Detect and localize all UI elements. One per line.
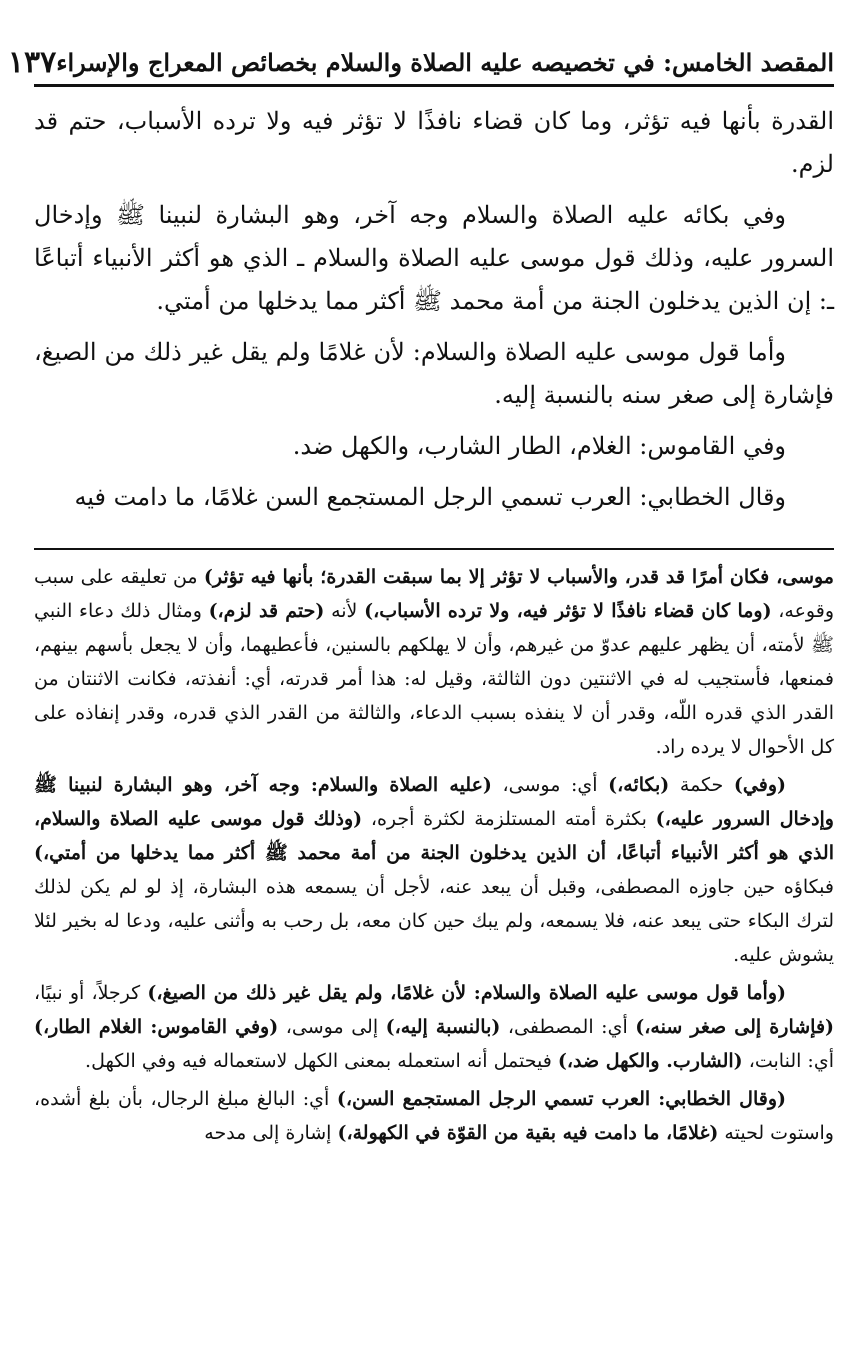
quoted-text: (فإشارة إلى صغر سنه،) <box>635 1016 835 1038</box>
commentary-paragraph <box>34 976 834 1078</box>
commentary-paragraph <box>34 1082 834 1150</box>
page-number: ١٣٧ <box>7 44 57 80</box>
chapter-title: المقصد الخامس: في تخصيصه عليه الصلاة والسلام بخصائص المعراج والإسراء <box>56 47 834 77</box>
main-text <box>34 100 834 527</box>
commentary-text-span: أي: النابت، <box>742 1050 834 1072</box>
main-paragraph: وفي القاموس: الغلام، الطار الشارب، والكهل ضد. <box>292 432 786 460</box>
running-header <box>7 40 834 87</box>
text-divider <box>34 548 834 550</box>
commentary-text-span: فبكاؤه حين جاوزه المصطفى، وقبل أن يبعد عنه، لأجل أن يسمعه هذه البشارة، إذ لو لم يكن لذلك لترك البكاء حتى يبعد عنه، فلا يسمعه، ولم يبك حين كان معه، بل رحب به وأثنى عليه، ودعا له بخير لئلا يشوش عليه. <box>34 876 834 966</box>
quoted-text: (غلامًا، ما دامت فيه بقية من القوّة في الكهولة،) <box>337 1122 719 1144</box>
commentary-paragraph <box>34 560 834 764</box>
quoted-text: (بكائه،) <box>608 774 670 796</box>
commentary-text-span: فيحتمل أنه استعمله بمعنى الكهل لاستعماله فيه وفي الكهل. <box>85 1050 558 1072</box>
commentary-text-span: أي: موسى، <box>491 774 609 796</box>
quoted-text: (وما كان قضاء نافذًا لا تؤثر فيه، ولا ترده الأسباب،) <box>364 600 772 622</box>
commentary-text-span: ومثال ذلك دعاء النبي ﷺ لأمته، أن يظهر عليهم عدوّ من غيرهم، وأن لا يهلكهم بالسنين، فأعطيهما، وأن لا يجعل بأسهم بينهم، فمنعها، فأستجيب له في الاثنتين دون الثالثة، وقيل له: هذا أمر قدرته، أي: أنفذته، فكانت الاثنتان من القدر الذي قدره اللّه، وقدر أن لا ينفذه بسبب الدعاء، والثالثة من القدر الذي قدره، وقدر إنفاذه على كل الأحوال لا يرده راد. <box>34 600 834 758</box>
quoted-text: (وقال الخطابي: العرب تسمي الرجل المستجمع السن،) <box>336 1088 786 1110</box>
commentary-text-span: من تعليقه على سبب وقوعه، <box>34 566 835 622</box>
commentary-text <box>34 560 834 1154</box>
quoted-text: (وأما قول موسى عليه الصلاة والسلام: لأن غلامًا، ولم يقل غير ذلك من الصيغ،) <box>147 982 786 1004</box>
commentary-text-span: كرجلاً، أو نبيًا، <box>34 982 148 1004</box>
main-paragraph: وأما قول موسى عليه الصلاة والسلام: لأن غلامًا ولم يقل غير ذلك من الصيغ، فإشارة إلى صغر سنه بالنسبة إليه. <box>34 338 834 409</box>
quoted-text: (عليه الصلاة والسلام: وجه آخر، وهو البشارة لنبينا ﷺ وإدخال السرور عليه،) <box>34 774 834 830</box>
main-paragraph: وقال الخطابي: العرب تسمي الرجل المستجمع السن غلامًا، ما دامت فيه <box>74 483 786 511</box>
quoted-text: (وفي) <box>733 774 786 796</box>
quoted-text: (حتم قد لزم،) <box>208 600 325 622</box>
quoted-text: (وذلك قول موسى عليه الصلاة والسلام، الذي هو أكثر الأنبياء أتباعًا، أن الذين يدخلون الجنة من أمة محمد ﷺ أكثر مما يدخلها من أمتي،) <box>34 808 834 864</box>
main-paragraph: القدرة بأنها فيه تؤثر، وما كان قضاء نافذًا لا تؤثر فيه ولا ترده الأسباب، حتم قد لزم. <box>34 107 834 178</box>
commentary-text-span: بكثرة أمته المستلزمة لكثرة أجره، <box>362 808 656 830</box>
commentary-text-span: أي: المصطفى، <box>500 1016 636 1038</box>
commentary-text-span: أي: البالغ مبلغ الرجال، بأن بلغ أشده، واستوت لحيته <box>34 1088 834 1144</box>
commentary-text-span: حكمة <box>669 774 734 796</box>
quoted-text: (الشارب. والكهل ضد،) <box>557 1050 743 1072</box>
commentary-text-span: إلى موسى، <box>278 1016 386 1038</box>
quoted-text: (بالنسبة إليه،) <box>385 1016 501 1038</box>
commentary-paragraph <box>34 768 834 972</box>
quoted-text: (وفي القاموس: الغلام الطار،) <box>34 1016 279 1038</box>
main-paragraph: وفي بكائه عليه الصلاة والسلام وجه آخر، وهو البشارة لنبينا ﷺ وإدخال السرور عليه، وذلك قول موسى عليه الصلاة والسلام ـ الذي هو أكثر الأنبياء أتباعًا ـ: إن الذين يدخلون الجنة من أمة محمد ﷺ أكثر مما يدخلها من أمتي. <box>34 201 834 315</box>
commentary-text-span: لأنه <box>324 600 365 622</box>
quoted-text: موسى، فكان أمرًا قد قدر، والأسباب لا تؤثر إلا بما سبقت القدرة؛ بأنها فيه تؤثر) <box>203 566 834 588</box>
commentary-text-span: إشارة إلى مدحه <box>204 1122 338 1144</box>
